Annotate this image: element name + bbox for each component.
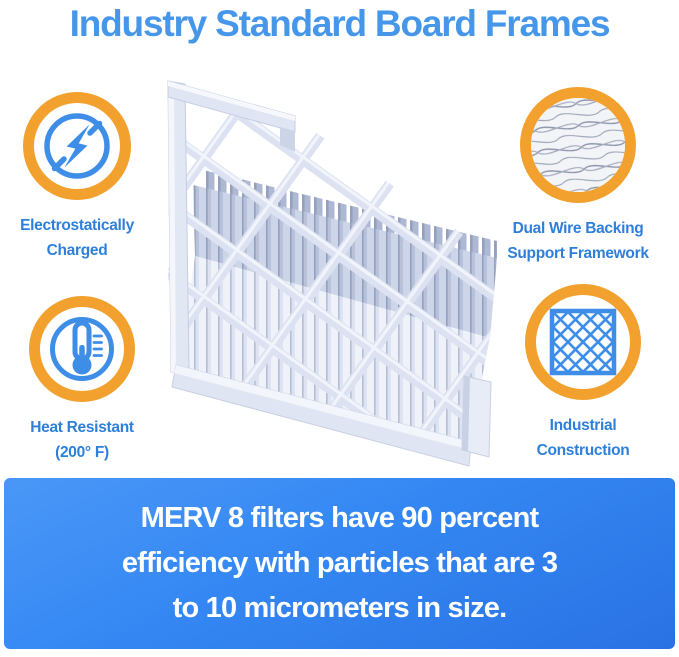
- air-filter-product-image: [158, 75, 503, 475]
- feature-label-line: Charged: [46, 242, 108, 259]
- feature-label-electrostatically-charged: [20, 213, 134, 263]
- banner-line: MERV 8 filters have 90 percent: [140, 502, 539, 534]
- banner-line: efficiency with particles that are 3: [121, 547, 558, 579]
- feature-label-dual-wire-backing: [507, 216, 648, 266]
- feature-heat-resistant: [5, 296, 159, 465]
- feature-dual-wire-backing: [501, 87, 655, 266]
- feature-label-line: Electrostatically: [20, 217, 134, 234]
- feature-industrial-construction: [506, 284, 660, 463]
- feature-label-line: Industrial: [549, 417, 617, 434]
- feature-electrostatically-charged: [0, 92, 154, 263]
- feature-label-line: Dual Wire Backing: [512, 220, 644, 237]
- feature-label-line: Heat Resistant: [30, 419, 134, 436]
- merv-rating-banner: [4, 478, 675, 649]
- lightning-icon: [23, 92, 131, 200]
- thermometer-icon: [29, 296, 135, 402]
- feature-label-heat-resistant: [30, 415, 133, 465]
- feature-label-line: Support Framework: [507, 245, 649, 262]
- feature-label-industrial-construction: [537, 413, 630, 463]
- feature-label-line: Construction: [536, 442, 630, 459]
- banner-line: to 10 micrometers in size.: [172, 592, 507, 624]
- feature-label-line: (200° F): [55, 444, 109, 461]
- lattice-grid-icon: [525, 284, 641, 400]
- wire-mesh-photo-icon: [520, 87, 636, 203]
- page-title: Industry Standard Board Frames: [69, 3, 610, 44]
